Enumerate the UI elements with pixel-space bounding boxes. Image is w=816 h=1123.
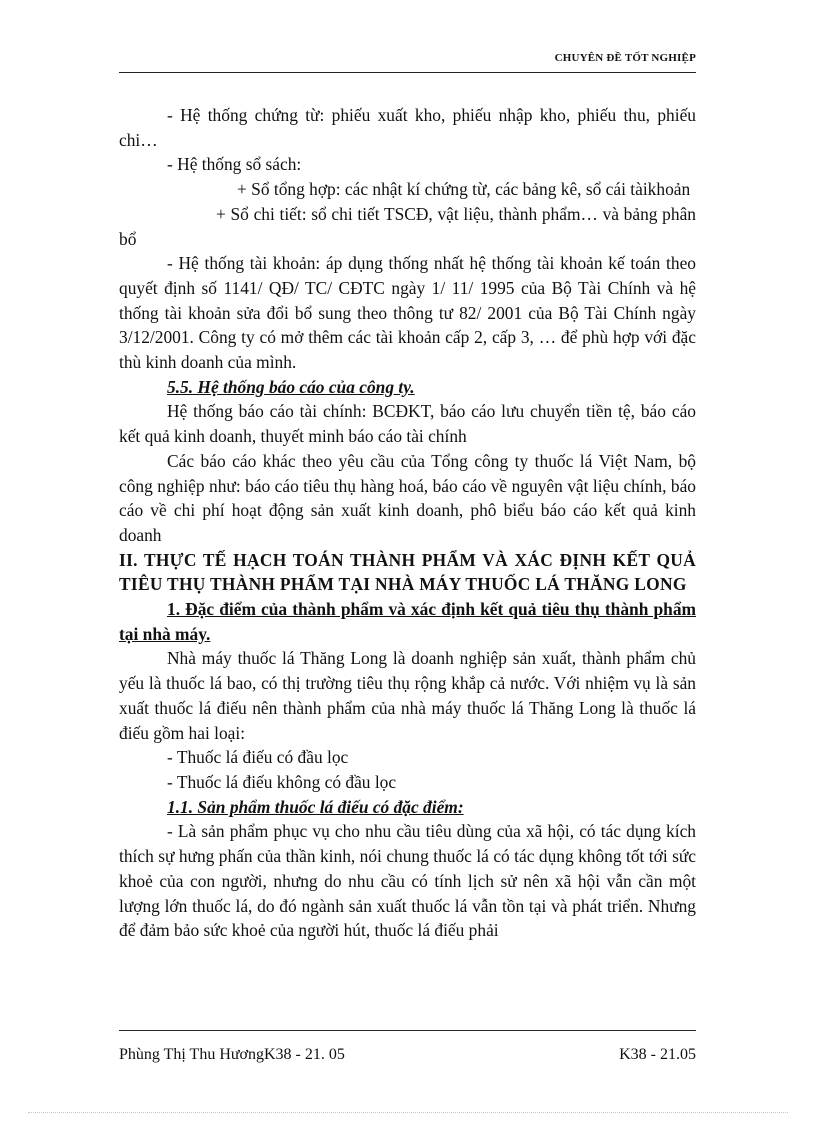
- section-heading-ii: II. THỰC TẾ HẠCH TOÁN THÀNH PHẨM VÀ XÁC ĐỊNH KẾT QUẢ TIÊU THỤ THÀNH PHẨM TẠI NHÀ MÁY THUỐC LÁ THĂNG LONG: [119, 549, 696, 595]
- footer-author: Phùng Thị Thu HươngK38 - 21. 05: [119, 1046, 345, 1063]
- heading-1-1: 1.1. Sản phẩm thuốc lá điếu có đặc điểm:: [167, 796, 464, 817]
- paragraph-other-reports: Các báo cáo khác theo yêu cầu của Tổng công ty thuốc lá Việt Nam, bộ công nghiệp như: báo cáo tiêu thụ hàng hoá, báo cáo về nguyên vật liệu chính, báo cáo về chi phí hoạt động sản xuất kinh doanh, phô biểu báo cáo kết quả kinh doanh: [119, 450, 696, 545]
- paragraph-account-system: - Hệ thống tài khoản: áp dụng thống nhất hệ thống tài khoản kế toán theo quyết định số 1141/ QĐ/ TC/ CĐTC ngày 1/ 11/ 1995 của Bộ Tài Chính và hệ thống tài khoản sửa đổi bổ sung theo thông tư 82/ 2001 của Bộ Tài Chính ngày 3/12/2001. Công ty có mở thêm các tài khoản cấp 2, cấp 3, … để phù hợp với đặc thù kinh doanh của mình.: [119, 253, 696, 373]
- paragraph-books-system: - Hệ thống sổ sách:: [167, 154, 302, 175]
- footer-divider: [119, 1030, 696, 1031]
- list-item-nonfilter-cigarettes: - Thuốc lá điếu không có đầu lọc: [167, 771, 397, 792]
- paragraph-factory-intro: Nhà máy thuốc lá Thăng Long là doanh nghiệp sản xuất, thành phẩm chủ yếu là thuốc lá bao, có thị trường tiêu thụ rộng khắp cả nước. Với nhiệm vụ là sản xuất thuốc lá điếu nên thành phẩm của nhà máy thuốc lá Thăng Long là thuốc lá điếu gồm hai loại:: [119, 648, 696, 743]
- heading-5-5: 5.5. Hệ thống báo cáo của công ty.: [167, 376, 415, 397]
- paragraph-financial-reports: Hệ thống báo cáo tài chính: BCĐKT, báo cáo lưu chuyển tiền tệ, báo cáo kết quả kinh doanh, thuyết minh báo cáo tài chính: [119, 401, 696, 447]
- paragraph-product-characteristics: - Là sản phẩm phục vụ cho nhu cầu tiêu dùng của xã hội, có tác dụng kích thích sự hưng phấn của thần kinh, nói chung thuốc lá có tác dụng không tốt tới sức khoẻ của con người, nhưng do nhu cầu có tính lịch sử nên xã hội vẫn cần một lượng lớn thuốc lá, do đó ngành sản xuất thuốc lá vẫn tồn tại và phát triển. Nhưng để đảm bảo sức khoẻ của người hút, thuốc lá điếu phải: [119, 821, 696, 941]
- paragraph-detail-books: + Sổ chi tiết: sổ chi tiết TSCĐ, vật liệu, thành phẩm… và bảng phân bổ: [119, 203, 696, 249]
- paragraph-voucher-system: - Hệ thống chứng từ: phiếu xuất kho, phiếu nhập kho, phiếu thu, phiếu chi…: [119, 105, 696, 150]
- page-header-title: CHUYÊN ĐỀ TỐT NGHIỆP: [554, 52, 696, 64]
- paragraph-general-books: + Sổ tổng hợp: các nhật kí chứng từ, các bảng kê, sổ cái tàikhoản: [237, 179, 691, 200]
- footer-class-code: K38 - 21.05: [619, 1046, 696, 1063]
- document-body: [119, 103, 696, 943]
- list-item-filter-cigarettes: - Thuốc lá điếu có đầu lọc: [167, 747, 349, 768]
- page-bottom-edge: [28, 1112, 788, 1113]
- header-divider: [119, 72, 696, 73]
- heading-1: 1. Đặc điểm của thành phẩm và xác định kết quả tiêu thụ thành phẩm tại nhà máy.: [119, 599, 696, 644]
